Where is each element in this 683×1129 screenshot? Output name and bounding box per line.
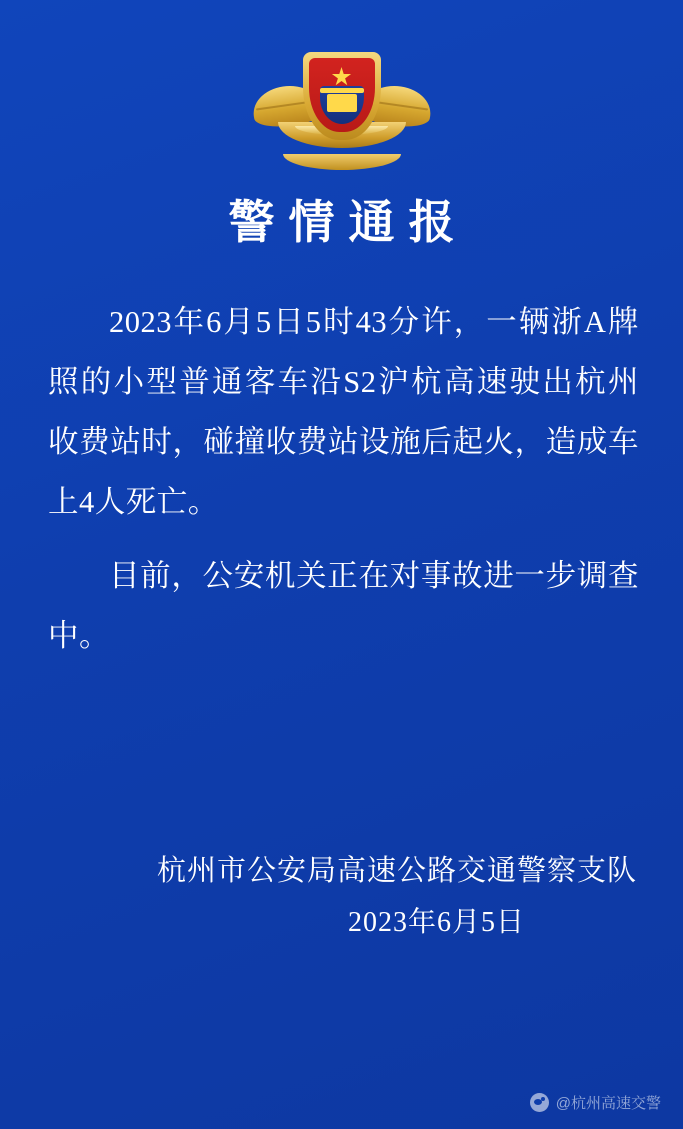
signature-date: 2023年6月5日 bbox=[347, 907, 525, 938]
badge-shield-blue bbox=[320, 86, 364, 124]
watermark-handle: @杭州高速交警 bbox=[555, 1095, 661, 1112]
watermark bbox=[530, 1092, 661, 1113]
page-title: 警情通报 bbox=[228, 197, 469, 248]
star-icon bbox=[332, 67, 352, 87]
emblem-container bbox=[0, 48, 683, 166]
police-badge-icon bbox=[252, 48, 432, 166]
paragraph-2: 目前，公安机关正在对事故进一步调查中。 bbox=[48, 559, 639, 653]
paragraph-1: 2023年6月5日5时43分许，一辆浙A牌照的小型普通客车沿S2沪杭高速驶出杭州收费站时，碰撞收费站设施后起火，造成车上4人死亡。 bbox=[48, 305, 639, 519]
weibo-icon bbox=[530, 1093, 549, 1112]
signature-organization: 杭州市公安局高速公路交通警察支队 bbox=[156, 855, 637, 887]
notice-body bbox=[48, 292, 639, 680]
badge-ribbon bbox=[283, 154, 401, 170]
signature-block bbox=[0, 845, 637, 949]
tiananmen-gate-icon bbox=[327, 94, 357, 112]
badge-shield-inner bbox=[309, 58, 375, 132]
